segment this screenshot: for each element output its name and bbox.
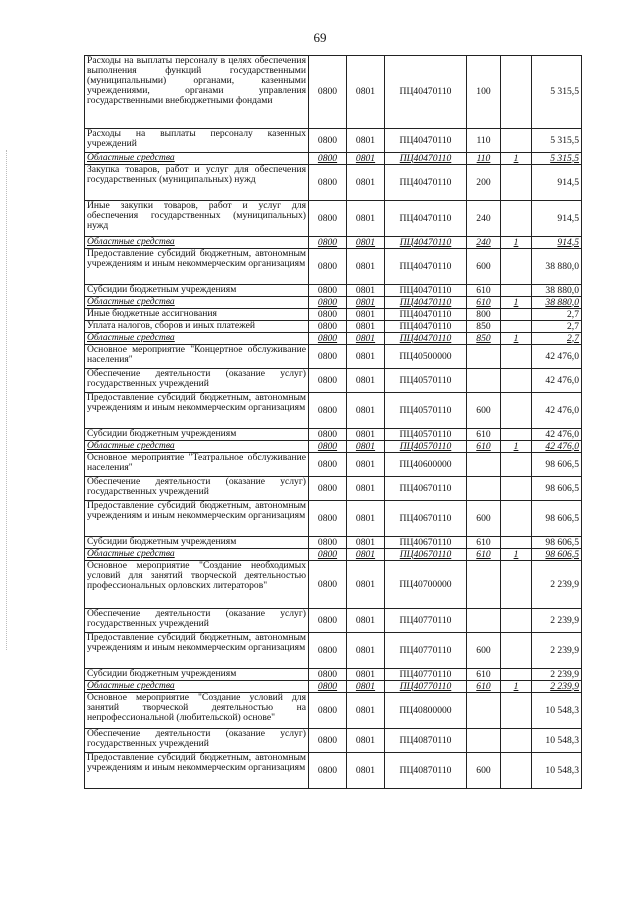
row-subsection-code: 0801 (347, 249, 385, 285)
row-target-article: ПЦ40470110 (385, 56, 467, 129)
row-subsection-code: 0801 (347, 297, 385, 309)
table-row (85, 681, 582, 693)
row-funding-code: 1 (501, 549, 532, 561)
row-expense-type: 110 (467, 153, 501, 165)
row-section-code: 0800 (309, 537, 347, 549)
row-funding-code (501, 369, 532, 393)
row-expense-type (467, 477, 501, 501)
row-target-article: ПЦ40770110 (385, 609, 467, 633)
row-subsection-code: 0801 (347, 393, 385, 429)
row-expense-type: 200 (467, 165, 501, 201)
row-expense-type: 800 (467, 309, 501, 321)
row-subsection-code: 0801 (347, 441, 385, 453)
row-target-article: ПЦ40770110 (385, 681, 467, 693)
row-section-code: 0800 (309, 249, 347, 285)
row-target-article: ПЦ40670110 (385, 549, 467, 561)
row-subsection-code: 0801 (347, 681, 385, 693)
row-expense-type: 600 (467, 393, 501, 429)
row-name: Обеспечение деятельности (оказание услуг) государственных учреждений (85, 609, 309, 633)
row-subsection-code: 0801 (347, 129, 385, 153)
row-expense-type: 610 (467, 549, 501, 561)
table-row (85, 345, 582, 369)
row-section-code: 0800 (309, 285, 347, 297)
row-name: Обеспечение деятельности (оказание услуг) государственных учреждений (85, 729, 309, 753)
row-expense-type (467, 729, 501, 753)
table-row (85, 753, 582, 789)
row-name: Основное мероприятие "Театральное обслуживание населения" (85, 453, 309, 477)
table-row (85, 237, 582, 249)
row-funding-code (501, 345, 532, 369)
table-row (85, 201, 582, 237)
row-target-article: ПЦ40470110 (385, 321, 467, 333)
row-funding-code (501, 453, 532, 477)
row-target-article: ПЦ40470110 (385, 333, 467, 345)
row-section-code: 0800 (309, 693, 347, 729)
row-subsection-code: 0801 (347, 729, 385, 753)
row-target-article: ПЦ40570110 (385, 441, 467, 453)
row-name: Иные бюджетные ассигнования (85, 309, 309, 321)
row-name: Основное мероприятие "Концертное обслуживание населения" (85, 345, 309, 369)
row-name: Обеспечение деятельности (оказание услуг) государственных учреждений (85, 369, 309, 393)
row-amount: 98 606,5 (532, 549, 582, 561)
table-row (85, 429, 582, 441)
table-row (85, 56, 582, 129)
table-row (85, 393, 582, 429)
row-funding-code (501, 249, 532, 285)
row-name: Предоставление субсидий бюджетным, автономным учреждениям и иным некоммерческим организациям (85, 501, 309, 537)
row-name: Основное мероприятие "Создание условий для занятий творческой деятельностью на непрофессиональной (любительской) основе" (85, 693, 309, 729)
row-section-code: 0800 (309, 369, 347, 393)
row-subsection-code: 0801 (347, 345, 385, 369)
row-name: Областные средства (85, 297, 309, 309)
row-name: Предоставление субсидий бюджетным, автономным учреждениям и иным некоммерческим организациям (85, 249, 309, 285)
row-target-article: ПЦ40670110 (385, 501, 467, 537)
row-section-code: 0800 (309, 165, 347, 201)
table-row (85, 129, 582, 153)
row-section-code: 0800 (309, 633, 347, 669)
row-funding-code (501, 165, 532, 201)
row-amount: 914,5 (532, 201, 582, 237)
row-funding-code (501, 129, 532, 153)
row-name: Расходы на выплаты персоналу в целях обеспечения выполнения функций государственными (муниципальными) органами, казенными учреждениями, органами управления государственными внебюджетными фондами (85, 56, 309, 129)
row-target-article: ПЦ40600000 (385, 453, 467, 477)
row-amount: 2 239,9 (532, 561, 582, 609)
budget-table-wrapper (84, 55, 581, 789)
row-subsection-code: 0801 (347, 453, 385, 477)
row-amount: 2 239,9 (532, 633, 582, 669)
scan-edge-marks (6, 150, 9, 650)
row-subsection-code: 0801 (347, 477, 385, 501)
row-section-code: 0800 (309, 561, 347, 609)
row-subsection-code: 0801 (347, 165, 385, 201)
row-section-code: 0800 (309, 309, 347, 321)
row-target-article: ПЦ40470110 (385, 165, 467, 201)
row-section-code: 0800 (309, 297, 347, 309)
row-subsection-code: 0801 (347, 669, 385, 681)
table-row (85, 453, 582, 477)
row-subsection-code: 0801 (347, 753, 385, 789)
table-body (85, 56, 582, 789)
table-row (85, 633, 582, 669)
row-name: Основное мероприятие "Создание необходимых условий для занятий творческой деятельностью профессиональных орловских литераторов" (85, 561, 309, 609)
row-name: Иные закупки товаров, работ и услуг для обеспечения государственных (муниципальных) нужд (85, 201, 309, 237)
row-subsection-code: 0801 (347, 693, 385, 729)
row-name: Предоставление субсидий бюджетным, автономным учреждениям и иным некоммерческим организациям (85, 393, 309, 429)
row-name: Областные средства (85, 333, 309, 345)
row-section-code: 0800 (309, 345, 347, 369)
row-subsection-code: 0801 (347, 237, 385, 249)
table-row (85, 501, 582, 537)
row-name: Областные средства (85, 441, 309, 453)
row-funding-code (501, 729, 532, 753)
row-section-code: 0800 (309, 753, 347, 789)
row-section-code: 0800 (309, 201, 347, 237)
row-target-article: ПЦ40470110 (385, 297, 467, 309)
row-amount: 2,7 (532, 309, 582, 321)
row-amount: 10 548,3 (532, 693, 582, 729)
row-expense-type: 600 (467, 249, 501, 285)
row-funding-code (501, 201, 532, 237)
row-expense-type: 850 (467, 321, 501, 333)
row-subsection-code: 0801 (347, 501, 385, 537)
row-expense-type: 610 (467, 441, 501, 453)
row-expense-type: 100 (467, 56, 501, 129)
row-section-code: 0800 (309, 321, 347, 333)
row-expense-type: 600 (467, 633, 501, 669)
row-funding-code (501, 669, 532, 681)
row-expense-type: 610 (467, 681, 501, 693)
row-expense-type: 610 (467, 669, 501, 681)
row-expense-type: 600 (467, 501, 501, 537)
row-amount: 42 476,0 (532, 441, 582, 453)
row-funding-code (501, 501, 532, 537)
row-funding-code: 1 (501, 441, 532, 453)
row-section-code: 0800 (309, 56, 347, 129)
row-funding-code: 1 (501, 237, 532, 249)
table-row (85, 297, 582, 309)
row-amount: 2 239,9 (532, 681, 582, 693)
row-section-code: 0800 (309, 129, 347, 153)
row-target-article: ПЦ40470110 (385, 309, 467, 321)
row-expense-type (467, 609, 501, 633)
row-section-code: 0800 (309, 549, 347, 561)
row-funding-code (501, 285, 532, 297)
row-funding-code (501, 537, 532, 549)
row-subsection-code: 0801 (347, 561, 385, 609)
table-row (85, 285, 582, 297)
row-name: Расходы на выплаты персоналу казенных учреждений (85, 129, 309, 153)
row-expense-type: 610 (467, 429, 501, 441)
row-expense-type: 110 (467, 129, 501, 153)
row-amount: 42 476,0 (532, 345, 582, 369)
row-funding-code: 1 (501, 153, 532, 165)
row-expense-type: 240 (467, 201, 501, 237)
row-amount: 914,5 (532, 237, 582, 249)
row-amount: 42 476,0 (532, 393, 582, 429)
row-amount: 38 880,0 (532, 285, 582, 297)
row-subsection-code: 0801 (347, 537, 385, 549)
row-amount: 5 315,5 (532, 56, 582, 129)
row-expense-type (467, 693, 501, 729)
row-target-article: ПЦ40570110 (385, 369, 467, 393)
row-amount: 2 239,9 (532, 669, 582, 681)
row-funding-code (501, 56, 532, 129)
table-row (85, 693, 582, 729)
row-name: Областные средства (85, 153, 309, 165)
row-name: Субсидии бюджетным учреждениям (85, 285, 309, 297)
row-amount: 98 606,5 (532, 477, 582, 501)
page-number: 69 (313, 30, 327, 45)
row-subsection-code: 0801 (347, 369, 385, 393)
table-row (85, 441, 582, 453)
row-subsection-code: 0801 (347, 201, 385, 237)
row-name: Предоставление субсидий бюджетным, автономным учреждениям и иным некоммерческим организациям (85, 753, 309, 789)
row-section-code: 0800 (309, 393, 347, 429)
table-row (85, 669, 582, 681)
table-row (85, 561, 582, 609)
row-section-code: 0800 (309, 237, 347, 249)
row-funding-code: 1 (501, 333, 532, 345)
row-expense-type: 240 (467, 237, 501, 249)
table-row (85, 333, 582, 345)
row-target-article: ПЦ40470110 (385, 237, 467, 249)
row-target-article: ПЦ40470110 (385, 129, 467, 153)
row-amount: 2 239,9 (532, 609, 582, 633)
row-amount: 42 476,0 (532, 369, 582, 393)
row-amount: 10 548,3 (532, 753, 582, 789)
table-row (85, 249, 582, 285)
row-funding-code (501, 561, 532, 609)
row-name: Субсидии бюджетным учреждениям (85, 537, 309, 549)
row-subsection-code: 0801 (347, 333, 385, 345)
row-target-article: ПЦ40670110 (385, 477, 467, 501)
row-section-code: 0800 (309, 477, 347, 501)
row-target-article: ПЦ40770110 (385, 669, 467, 681)
table-row (85, 609, 582, 633)
row-amount: 98 606,5 (532, 537, 582, 549)
row-subsection-code: 0801 (347, 56, 385, 129)
row-expense-type: 610 (467, 297, 501, 309)
row-name: Областные средства (85, 237, 309, 249)
row-target-article: ПЦ40570110 (385, 429, 467, 441)
row-section-code: 0800 (309, 609, 347, 633)
row-name: Уплата налогов, сборов и иных платежей (85, 321, 309, 333)
row-name: Субсидии бюджетным учреждениям (85, 429, 309, 441)
row-target-article: ПЦ40800000 (385, 693, 467, 729)
row-name: Предоставление субсидий бюджетным, автономным учреждениям и иным некоммерческим организациям (85, 633, 309, 669)
row-subsection-code: 0801 (347, 609, 385, 633)
row-expense-type: 600 (467, 753, 501, 789)
row-funding-code (501, 633, 532, 669)
row-target-article: ПЦ40470110 (385, 249, 467, 285)
row-target-article: ПЦ40470110 (385, 153, 467, 165)
row-section-code: 0800 (309, 153, 347, 165)
table-row (85, 309, 582, 321)
row-section-code: 0800 (309, 669, 347, 681)
row-section-code: 0800 (309, 729, 347, 753)
table-row (85, 165, 582, 201)
row-expense-type: 850 (467, 333, 501, 345)
row-expense-type (467, 369, 501, 393)
row-expense-type (467, 453, 501, 477)
row-target-article: ПЦ40770110 (385, 633, 467, 669)
row-amount: 98 606,5 (532, 453, 582, 477)
row-funding-code: 1 (501, 681, 532, 693)
row-amount: 38 880,0 (532, 249, 582, 285)
budget-table (84, 55, 582, 789)
row-section-code: 0800 (309, 681, 347, 693)
row-subsection-code: 0801 (347, 285, 385, 297)
row-expense-type: 610 (467, 285, 501, 297)
row-funding-code: 1 (501, 297, 532, 309)
row-amount: 42 476,0 (532, 429, 582, 441)
row-amount: 38 880,0 (532, 297, 582, 309)
row-expense-type: 610 (467, 537, 501, 549)
row-amount: 98 606,5 (532, 501, 582, 537)
row-target-article: ПЦ40670110 (385, 537, 467, 549)
row-section-code: 0800 (309, 453, 347, 477)
table-row (85, 549, 582, 561)
row-target-article: ПЦ40870110 (385, 729, 467, 753)
row-section-code: 0800 (309, 333, 347, 345)
row-name: Областные средства (85, 549, 309, 561)
table-row (85, 321, 582, 333)
row-target-article: ПЦ40500000 (385, 345, 467, 369)
row-subsection-code: 0801 (347, 429, 385, 441)
row-subsection-code: 0801 (347, 153, 385, 165)
row-amount: 5 315,5 (532, 129, 582, 153)
row-funding-code (501, 753, 532, 789)
row-funding-code (501, 693, 532, 729)
row-funding-code (501, 309, 532, 321)
table-row (85, 537, 582, 549)
row-target-article: ПЦ40470110 (385, 201, 467, 237)
row-expense-type (467, 345, 501, 369)
row-funding-code (501, 429, 532, 441)
row-subsection-code: 0801 (347, 321, 385, 333)
row-section-code: 0800 (309, 441, 347, 453)
row-funding-code (501, 477, 532, 501)
row-section-code: 0800 (309, 501, 347, 537)
row-target-article: ПЦ40470110 (385, 285, 467, 297)
row-target-article: ПЦ40700000 (385, 561, 467, 609)
row-amount: 914,5 (532, 165, 582, 201)
row-name: Закупка товаров, работ и услуг для обеспечения государственных (муниципальных) нужд (85, 165, 309, 201)
row-section-code: 0800 (309, 429, 347, 441)
row-amount: 10 548,3 (532, 729, 582, 753)
table-row (85, 477, 582, 501)
table-row (85, 153, 582, 165)
row-amount: 5 315,5 (532, 153, 582, 165)
row-funding-code (501, 321, 532, 333)
row-target-article: ПЦ40570110 (385, 393, 467, 429)
row-name: Обеспечение деятельности (оказание услуг) государственных учреждений (85, 477, 309, 501)
row-expense-type (467, 561, 501, 609)
row-subsection-code: 0801 (347, 633, 385, 669)
table-row (85, 729, 582, 753)
row-funding-code (501, 393, 532, 429)
row-name: Субсидии бюджетным учреждениям (85, 669, 309, 681)
table-row (85, 369, 582, 393)
row-subsection-code: 0801 (347, 549, 385, 561)
row-target-article: ПЦ40870110 (385, 753, 467, 789)
row-amount: 2,7 (532, 333, 582, 345)
row-funding-code (501, 609, 532, 633)
row-subsection-code: 0801 (347, 309, 385, 321)
row-name: Областные средства (85, 681, 309, 693)
row-amount: 2,7 (532, 321, 582, 333)
